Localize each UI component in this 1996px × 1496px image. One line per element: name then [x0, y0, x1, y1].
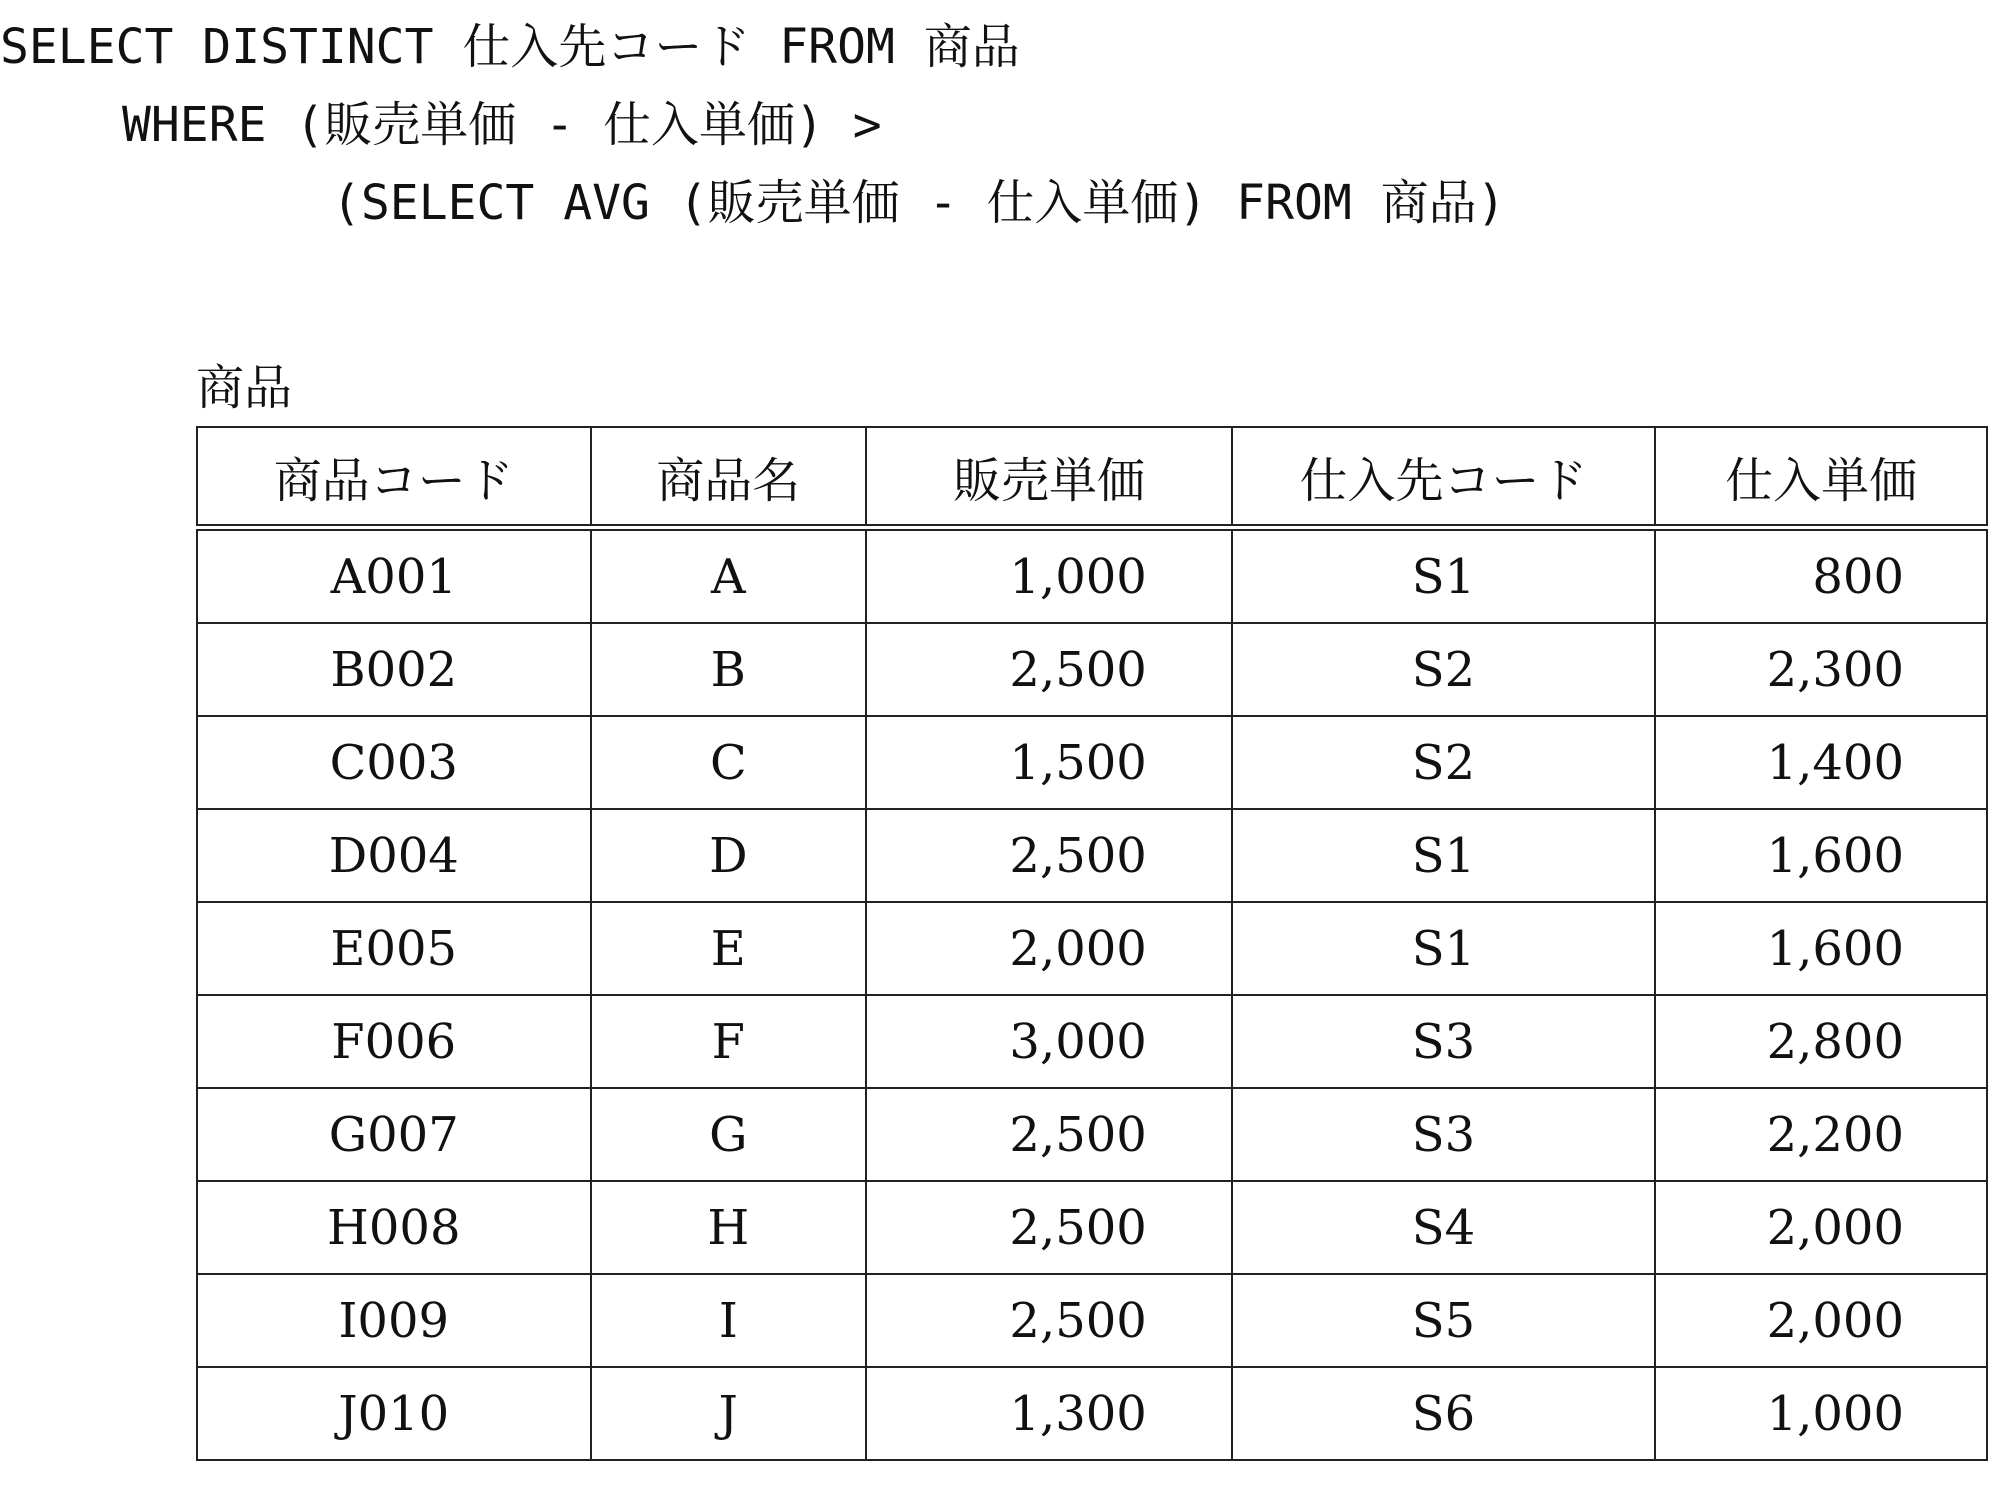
cell-product-code: G007 [197, 1088, 591, 1181]
cell-product-name: E [591, 902, 867, 995]
cell-product-name: B [591, 623, 867, 716]
cell-sale-price: 2,500 [866, 1181, 1232, 1274]
cell-product-code: H008 [197, 1181, 591, 1274]
cell-sale-price: 2,000 [866, 902, 1232, 995]
cell-supplier-code: S6 [1232, 1367, 1655, 1460]
cell-purchase-price: 2,300 [1655, 623, 1987, 716]
cell-purchase-price: 1,600 [1655, 902, 1987, 995]
cell-purchase-price: 2,200 [1655, 1088, 1987, 1181]
cell-product-name: H [591, 1181, 867, 1274]
table-row [197, 995, 1987, 1088]
cell-product-name: J [591, 1367, 867, 1460]
product-table [196, 426, 1988, 1461]
cell-supplier-code: S5 [1232, 1274, 1655, 1367]
cell-product-name: G [591, 1088, 867, 1181]
table-row [197, 902, 1987, 995]
cell-sale-price: 2,500 [866, 1274, 1232, 1367]
cell-purchase-price: 2,800 [1655, 995, 1987, 1088]
header-sale-price: 販売単価 [866, 427, 1232, 528]
cell-product-name: F [591, 995, 867, 1088]
cell-sale-price: 2,500 [866, 623, 1232, 716]
cell-sale-price: 1,300 [866, 1367, 1232, 1460]
table-row [197, 528, 1987, 624]
cell-purchase-price: 2,000 [1655, 1181, 1987, 1274]
table-row [197, 1274, 1987, 1367]
cell-supplier-code: S3 [1232, 995, 1655, 1088]
cell-purchase-price: 1,600 [1655, 809, 1987, 902]
cell-supplier-code: S4 [1232, 1181, 1655, 1274]
cell-sale-price: 1,000 [866, 528, 1232, 624]
cell-supplier-code: S2 [1232, 623, 1655, 716]
table-title: 商品 [196, 360, 293, 416]
table-row [197, 623, 1987, 716]
cell-supplier-code: S2 [1232, 716, 1655, 809]
table-row [197, 1367, 1987, 1460]
cell-product-name: I [591, 1274, 867, 1367]
cell-product-name: D [591, 809, 867, 902]
header-purchase-price: 仕入単価 [1655, 427, 1987, 528]
sql-query [0, 8, 1506, 242]
cell-purchase-price: 2,000 [1655, 1274, 1987, 1367]
cell-sale-price: 3,000 [866, 995, 1232, 1088]
cell-product-code: C003 [197, 716, 591, 809]
cell-supplier-code: S1 [1232, 809, 1655, 902]
table-row [197, 1181, 1987, 1274]
cell-product-code: J010 [197, 1367, 591, 1460]
table-row [197, 1088, 1987, 1181]
sql-line-subquery: (SELECT AVG (販売単価 - 仕入単価) FROM 商品) [332, 175, 1506, 231]
cell-product-code: D004 [197, 809, 591, 902]
cell-product-name: C [591, 716, 867, 809]
cell-product-code: A001 [197, 528, 591, 624]
cell-purchase-price: 1,000 [1655, 1367, 1987, 1460]
cell-product-code: E005 [197, 902, 591, 995]
table-row [197, 809, 1987, 902]
cell-sale-price: 1,500 [866, 716, 1232, 809]
cell-supplier-code: S3 [1232, 1088, 1655, 1181]
sql-line-select: SELECT DISTINCT 仕入先コード FROM 商品 [0, 19, 1020, 75]
cell-product-name: A [591, 528, 867, 624]
cell-product-code: I009 [197, 1274, 591, 1367]
header-supplier-code: 仕入先コード [1232, 427, 1655, 528]
sql-line-where: WHERE (販売単価 - 仕入単価) > [122, 97, 882, 153]
cell-supplier-code: S1 [1232, 528, 1655, 624]
cell-product-code: F006 [197, 995, 591, 1088]
cell-purchase-price: 1,400 [1655, 716, 1987, 809]
cell-product-code: B002 [197, 623, 591, 716]
cell-supplier-code: S1 [1232, 902, 1655, 995]
cell-purchase-price: 800 [1655, 528, 1987, 624]
table-row [197, 716, 1987, 809]
header-product-name: 商品名 [591, 427, 867, 528]
header-product-code: 商品コード [197, 427, 591, 528]
cell-sale-price: 2,500 [866, 1088, 1232, 1181]
table-header-row [197, 427, 1987, 528]
cell-sale-price: 2,500 [866, 809, 1232, 902]
